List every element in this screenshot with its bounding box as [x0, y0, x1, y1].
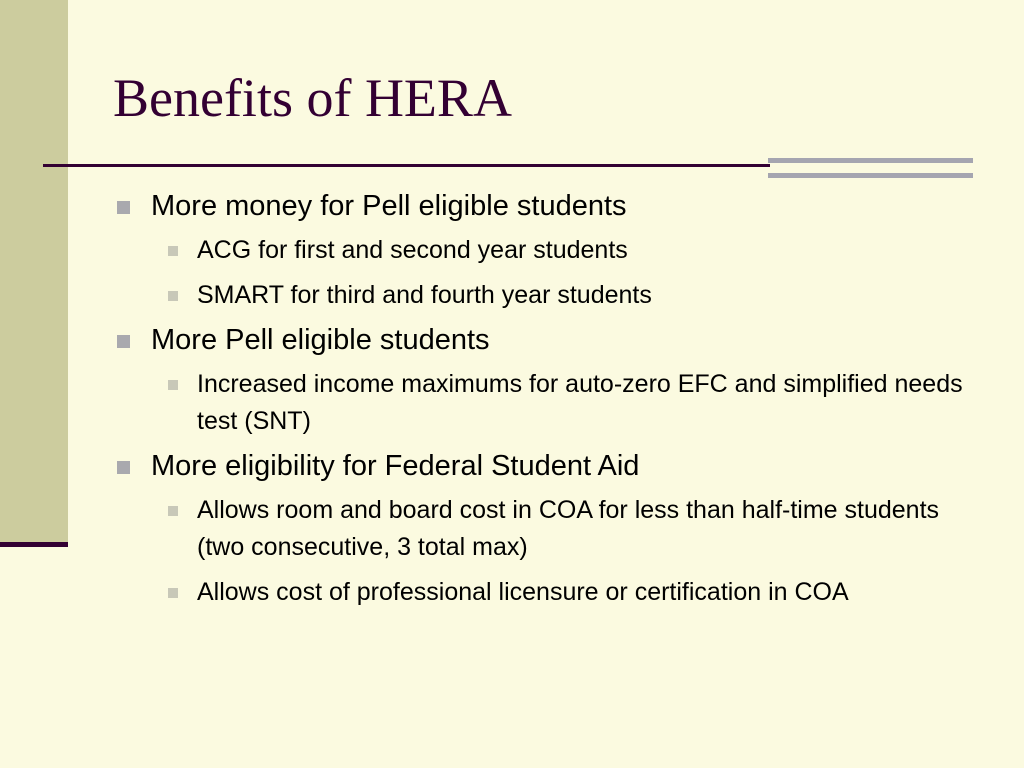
sub-bullet-text: SMART for third and fourth year students — [197, 281, 652, 309]
slide-title: Benefits of HERA — [113, 68, 512, 128]
sub-bullet-item — [113, 277, 973, 314]
sub-bullet-text: ACG for first and second year students — [197, 236, 628, 264]
accent-bar-top — [768, 158, 973, 163]
square-bullet-icon — [168, 506, 178, 516]
square-bullet-icon — [117, 201, 130, 214]
bullet-item — [113, 322, 973, 359]
sub-bullet-text: Allows room and board cost in COA for less than half-time students (two consecutive, 3 total max) — [197, 496, 940, 561]
left-decorative-band — [0, 0, 68, 545]
sub-bullet-text: Increased income maximums for auto-zero EFC and simplified needs test (SNT) — [197, 370, 963, 435]
square-bullet-icon — [168, 380, 178, 390]
sub-bullet-item — [113, 366, 973, 440]
sub-bullet-item — [113, 574, 973, 611]
bullet-item — [113, 448, 973, 485]
sub-bullet-item — [113, 232, 973, 269]
square-bullet-icon — [117, 335, 130, 348]
square-bullet-icon — [117, 461, 130, 474]
square-bullet-icon — [168, 246, 178, 256]
accent-bar-bottom — [768, 173, 973, 178]
bullet-text: More Pell eligible students — [151, 324, 490, 356]
bullet-text: More money for Pell eligible students — [151, 190, 627, 222]
square-bullet-icon — [168, 588, 178, 598]
bullet-list — [113, 188, 973, 619]
left-accent-line — [0, 542, 68, 547]
square-bullet-icon — [168, 291, 178, 301]
bullet-text: More eligibility for Federal Student Aid — [151, 450, 640, 482]
bullet-item — [113, 188, 973, 225]
title-underline — [43, 164, 770, 167]
sub-bullet-text: Allows cost of professional licensure or certification in COA — [197, 578, 849, 606]
sub-bullet-item — [113, 492, 973, 566]
